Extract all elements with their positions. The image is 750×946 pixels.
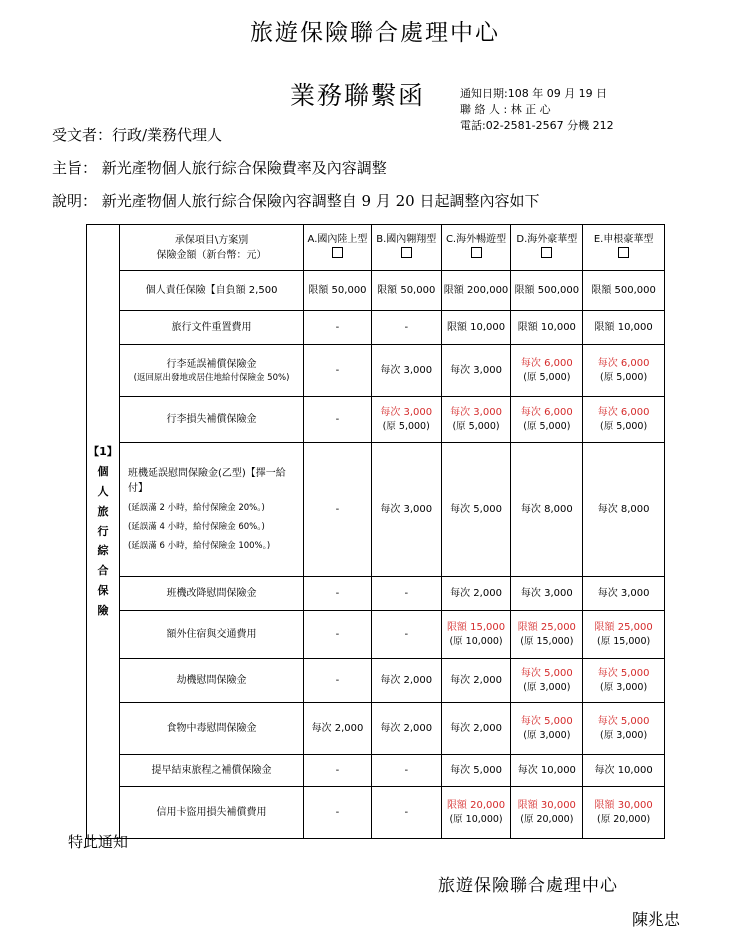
- coverage-item-name: 行李延誤補償保險金: [166, 358, 257, 370]
- coverage-value: 每次 8,000: [597, 504, 650, 515]
- coverage-value-cell: [304, 659, 372, 703]
- coverage-value: 每次 6,000: [597, 406, 650, 418]
- original-value: (原 15,000): [520, 635, 574, 647]
- coverage-item-name: 提早結束旅程之補償保險金: [151, 765, 272, 776]
- table-row: [87, 345, 665, 397]
- coverage-value: 限額 200,000: [443, 285, 509, 296]
- coverage-value: 限額 10,000: [594, 322, 653, 333]
- coverage-value-cell: [441, 703, 511, 755]
- coverage-value: 每次 3,000: [380, 365, 433, 376]
- coverage-value-cell: [583, 345, 665, 397]
- coverage-value: -: [335, 504, 340, 515]
- header-amount-label: 保險金額（新台幣：元）: [156, 249, 267, 261]
- coverage-value-cell: [371, 755, 441, 787]
- plan-header-cell: [371, 225, 441, 271]
- coverage-value-cell: [583, 755, 665, 787]
- plan-header-cell: [511, 225, 583, 271]
- coverage-value: 每次 3,000: [520, 588, 573, 599]
- plan-name: D.海外豪華型: [516, 234, 578, 245]
- coverage-value: 每次 5,000: [450, 765, 502, 776]
- coverage-value-cell: [511, 271, 583, 311]
- original-value: (原 10,000): [449, 635, 503, 647]
- coverage-item-name: 行李損失補償保險金: [166, 414, 257, 425]
- coverage-value-cell: [371, 611, 441, 659]
- coverage-item-cell: [119, 787, 303, 839]
- plan-header-cell: [441, 225, 511, 271]
- coverage-value: 每次 3,000: [380, 504, 433, 515]
- footer-org: 旅遊保險聯合處理中心: [438, 876, 618, 896]
- description-line: 說明： 新光產物個人旅行綜合保險內容調整自 9 月 20 日起調整內容如下: [52, 192, 540, 210]
- plan-name: C.海外暢遊型: [445, 234, 507, 245]
- coverage-value-cell: [511, 611, 583, 659]
- coverage-item-name: 旅行文件重置費用: [171, 322, 252, 333]
- coverage-item-cell: [119, 311, 303, 345]
- coverage-value-cell: [583, 443, 665, 577]
- coverage-value: 每次 5,000: [520, 667, 573, 679]
- coverage-value: -: [404, 629, 409, 640]
- coverage-value: 每次 5,000: [520, 715, 573, 727]
- plan-name: E.申根豪華型: [593, 234, 654, 245]
- coverage-value-cell: [511, 755, 583, 787]
- coverage-item-name: 班機改降慰問保險金: [166, 588, 257, 599]
- side-label-char: 人: [97, 485, 109, 498]
- coverage-value-cell: [371, 345, 441, 397]
- coverage-value-cell: [371, 443, 441, 577]
- coverage-value-cell: [511, 397, 583, 443]
- coverage-value: -: [335, 629, 340, 640]
- coverage-value-cell: [441, 659, 511, 703]
- coverage-value-cell: [583, 659, 665, 703]
- original-value: (原 5,000): [382, 420, 430, 432]
- original-value: (原 20,000): [520, 813, 574, 825]
- coverage-value: 每次 3,000: [450, 406, 502, 418]
- coverage-value: 限額 30,000: [517, 799, 576, 811]
- coverage-value: -: [335, 365, 340, 376]
- side-label-char: 旅: [97, 504, 109, 518]
- coverage-item-cell: [119, 271, 303, 311]
- coverage-value: 限額 20,000: [446, 799, 506, 811]
- coverage-item-cell: [119, 577, 303, 611]
- coverage-value-cell: [583, 271, 665, 311]
- coverage-value: 限額 30,000: [594, 799, 653, 811]
- coverage-value-cell: [441, 787, 511, 839]
- coverage-value: 每次 2,000: [380, 675, 433, 686]
- coverage-value: 每次 2,000: [450, 723, 502, 734]
- coverage-value-cell: [371, 397, 441, 443]
- table-row: [87, 659, 665, 703]
- coverage-value: -: [404, 765, 409, 776]
- table-row: [87, 397, 665, 443]
- coverage-value-cell: [583, 577, 665, 611]
- coverage-value: 每次 6,000: [597, 357, 650, 369]
- coverage-value: -: [404, 588, 409, 599]
- coverage-value-cell: [511, 703, 583, 755]
- coverage-item-cell: [119, 397, 303, 443]
- side-label-char: 【1】: [88, 445, 118, 459]
- coverage-value-cell: [583, 311, 665, 345]
- plan-header-cell: [304, 225, 372, 271]
- original-value: (原 5,000): [452, 420, 500, 432]
- header-item-label: 承保項目\方案別: [174, 234, 249, 246]
- plan-category-label: [87, 225, 120, 839]
- coverage-value-cell: [304, 311, 372, 345]
- coverage-item-note: (延誤滿 4 小時，給付保險金 60%。): [127, 522, 265, 533]
- original-value: (原 3,000): [523, 681, 571, 693]
- coverage-item-note: (延誤滿 6 小時，給付保險金 100%。): [127, 540, 271, 551]
- coverage-value: 每次 2,000: [311, 723, 364, 734]
- table-row: [87, 787, 665, 839]
- coverage-value: -: [335, 322, 340, 333]
- original-value: (原 20,000): [597, 813, 651, 825]
- coverage-value-cell: [371, 311, 441, 345]
- original-value: (原 5,000): [600, 371, 648, 383]
- coverage-item-name: 個人責任保險【自負額 2,500: [145, 285, 278, 296]
- coverage-item-cell: [119, 345, 303, 397]
- original-value: (原 3,000): [523, 729, 571, 741]
- letter-title: 業務聯繫函: [290, 81, 426, 110]
- coverage-value-cell: [441, 755, 511, 787]
- original-value: (原 10,000): [449, 813, 503, 825]
- coverage-value: -: [335, 414, 340, 425]
- coverage-value: 每次 2,000: [450, 675, 502, 686]
- coverage-value: 每次 6,000: [520, 357, 573, 369]
- coverage-value: 每次 3,000: [380, 406, 433, 418]
- coverage-value: 限額 10,000: [446, 322, 506, 333]
- coverage-value: -: [335, 765, 340, 776]
- coverage-value: -: [335, 675, 340, 686]
- coverage-value: 限額 500,000: [514, 285, 580, 296]
- coverage-value: 限額 25,000: [517, 621, 576, 633]
- table-row: [87, 703, 665, 755]
- coverage-value: 每次 10,000: [594, 765, 653, 776]
- side-label-char: 綜: [97, 544, 109, 558]
- coverage-value-cell: [441, 577, 511, 611]
- coverage-item-note: (返回原出發地或居住地給付保險金 50%): [133, 372, 290, 383]
- coverage-value: 每次 10,000: [517, 765, 576, 776]
- plan-checkbox[interactable]: [471, 247, 482, 258]
- coverage-value-cell: [583, 787, 665, 839]
- contact-phone: 電話:02-2581-2567 分機 212: [460, 119, 614, 132]
- coverage-value: -: [404, 322, 409, 333]
- coverage-value: -: [335, 807, 340, 818]
- coverage-item-name: 額外住宿與交通費用: [166, 629, 257, 640]
- coverage-value-cell: [371, 659, 441, 703]
- table-row: [87, 611, 665, 659]
- coverage-value-cell: [304, 577, 372, 611]
- coverage-value: 限額 25,000: [594, 621, 653, 633]
- coverage-item-name: 信用卡盜用損失補償費用: [156, 807, 267, 818]
- original-value: (原 3,000): [600, 729, 648, 741]
- closing-notice: 特此通知: [68, 833, 129, 851]
- coverage-value-cell: [511, 345, 583, 397]
- subject-line: 主旨： 新光產物個人旅行綜合保險費率及內容調整: [52, 159, 387, 177]
- coverage-value-cell: [511, 787, 583, 839]
- org-title: 旅遊保險聯合處理中心: [250, 20, 500, 46]
- coverage-value-cell: [304, 703, 372, 755]
- coverage-table: [86, 224, 665, 839]
- coverage-value: 每次 2,000: [450, 588, 502, 599]
- coverage-value-cell: [441, 443, 511, 577]
- coverage-value-cell: [441, 345, 511, 397]
- table-row: [87, 443, 665, 577]
- coverage-value-cell: [441, 611, 511, 659]
- coverage-item-cell: [119, 443, 303, 577]
- coverage-value-cell: [304, 611, 372, 659]
- original-value: (原 5,000): [523, 371, 571, 383]
- side-label-char: 合: [97, 564, 109, 578]
- coverage-value-cell: [371, 577, 441, 611]
- coverage-value-cell: [583, 611, 665, 659]
- table-header-row: [87, 225, 665, 271]
- side-label-char: 險: [97, 603, 109, 617]
- coverage-value: 每次 6,000: [520, 406, 573, 418]
- coverage-value-cell: [511, 311, 583, 345]
- coverage-value-cell: [304, 443, 372, 577]
- plan-name: B.國內翱翔型: [376, 234, 437, 245]
- coverage-value: 限額 50,000: [377, 285, 436, 296]
- plan-checkbox[interactable]: [541, 247, 552, 258]
- coverage-value-cell: [304, 787, 372, 839]
- coverage-value: 每次 5,000: [450, 504, 502, 515]
- notice-date: 通知日期:108 年 09 月 19 日: [460, 87, 608, 100]
- coverage-value-cell: [511, 443, 583, 577]
- coverage-item-name: 食物中毒慰問保險金: [166, 723, 257, 734]
- coverage-value-cell: [304, 271, 372, 311]
- coverage-item-cell: [119, 703, 303, 755]
- side-label-char: 保: [97, 583, 109, 597]
- coverage-value-cell: [304, 397, 372, 443]
- original-value: (原 3,000): [600, 681, 648, 693]
- table-row: [87, 271, 665, 311]
- coverage-value-cell: [583, 397, 665, 443]
- header-item-cell: [119, 225, 303, 271]
- original-value: (原 15,000): [597, 635, 651, 647]
- coverage-value: 每次 5,000: [597, 715, 650, 727]
- plan-checkbox[interactable]: [401, 247, 412, 258]
- table-row: [87, 577, 665, 611]
- coverage-value: 每次 8,000: [520, 504, 573, 515]
- side-label-char: 個: [97, 465, 109, 479]
- coverage-value: 每次 3,000: [597, 588, 650, 599]
- coverage-value-cell: [441, 397, 511, 443]
- coverage-item-cell: [119, 611, 303, 659]
- coverage-item-name: 劫機慰問保險金: [176, 675, 247, 686]
- original-value: (原 5,000): [523, 420, 571, 432]
- coverage-value-cell: [511, 659, 583, 703]
- coverage-value-cell: [304, 755, 372, 787]
- coverage-value-cell: [441, 271, 511, 311]
- coverage-item-name: 班機延誤慰問保險金(乙型)【擇一給付】: [127, 468, 286, 495]
- coverage-item-cell: [119, 755, 303, 787]
- coverage-value: 限額 15,000: [446, 621, 506, 633]
- coverage-value-cell: [441, 311, 511, 345]
- contact-person: 聯 絡 人 : 林 正 心: [460, 103, 551, 116]
- coverage-value-cell: [371, 703, 441, 755]
- coverage-value: 限額 50,000: [308, 285, 367, 296]
- coverage-value: -: [404, 807, 409, 818]
- coverage-value: 每次 2,000: [380, 723, 433, 734]
- coverage-value-cell: [511, 577, 583, 611]
- coverage-value-cell: [371, 787, 441, 839]
- original-value: (原 5,000): [600, 420, 648, 432]
- coverage-item-note: (延誤滿 2 小時，給付保險金 20%。): [127, 503, 265, 514]
- signer-name: 陳兆忠: [632, 910, 681, 929]
- coverage-value: 限額 10,000: [517, 322, 576, 333]
- table-row: [87, 311, 665, 345]
- plan-name: A.國內陸上型: [307, 234, 368, 245]
- side-label-char: 行: [97, 524, 109, 538]
- coverage-value: 每次 3,000: [450, 365, 502, 376]
- coverage-value-cell: [371, 271, 441, 311]
- plan-checkbox[interactable]: [618, 247, 629, 258]
- table-row: [87, 755, 665, 787]
- coverage-value: 每次 5,000: [597, 667, 650, 679]
- coverage-item-cell: [119, 659, 303, 703]
- coverage-value: 限額 500,000: [591, 285, 656, 296]
- coverage-value-cell: [304, 345, 372, 397]
- coverage-value-cell: [583, 703, 665, 755]
- coverage-value: -: [335, 588, 340, 599]
- recipient-line: 受文者：行政/業務代理人: [52, 126, 223, 144]
- plan-header-cell: [583, 225, 665, 271]
- plan-checkbox[interactable]: [332, 247, 343, 258]
